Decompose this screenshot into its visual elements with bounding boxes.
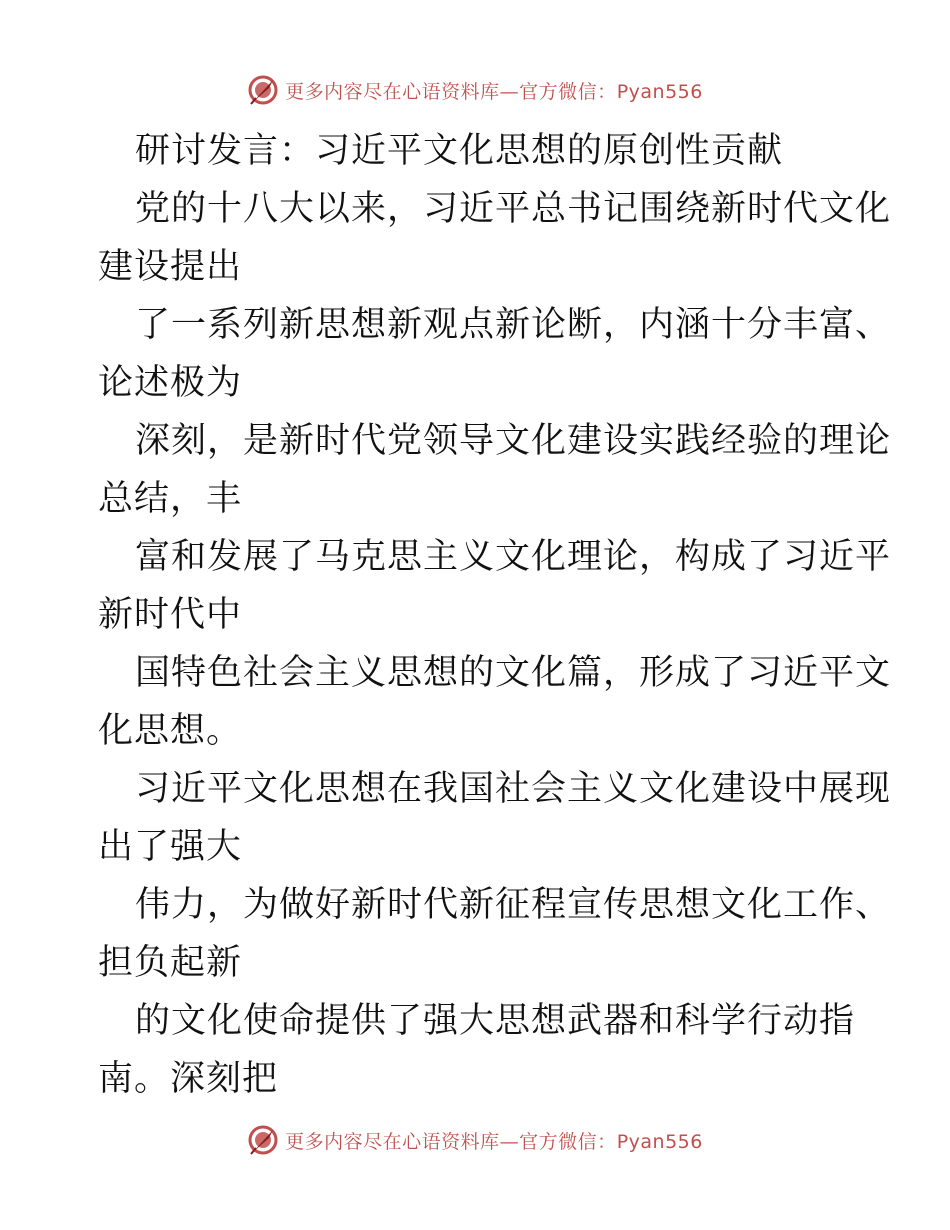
paragraph-line: 新时代中 [98, 595, 243, 635]
header-separator: — [499, 80, 520, 103]
footer-banner-text [285, 1127, 703, 1154]
paragraph-line: 总结，丰 [98, 479, 243, 519]
header-contact-id: Pyan556 [616, 80, 703, 103]
paragraph-line: 的文化使命提供了强大思想武器和科学行动指 [135, 1001, 856, 1041]
footer-separator: — [499, 1130, 520, 1153]
document-body [98, 122, 892, 1108]
paragraph-line: 了一系列新思想新观点新论断，内涵十分丰富、 [135, 305, 892, 345]
document-title: 研讨发言：习近平文化思想的原创性贡献 [135, 131, 784, 171]
paragraph-line: 富和发展了马克思主义文化理论，构成了习近平 [135, 537, 892, 577]
quill-pen-logo-icon [247, 1124, 279, 1156]
footer-banner [0, 1120, 950, 1160]
header-banner [0, 70, 950, 110]
quill-pen-logo-icon [247, 74, 279, 106]
paragraph-line: 党的十八大以来，习近平总书记围绕新时代文化 [135, 189, 892, 229]
paragraph-line: 出了强大 [98, 827, 243, 867]
paragraph-line: 论述极为 [98, 363, 243, 403]
footer-brand-text: 更多内容尽在心语资料库 [285, 1130, 500, 1153]
paragraph-line: 国特色社会主义思想的文化篇，形成了习近平文 [135, 653, 892, 693]
footer-contact-id: Pyan556 [616, 1130, 703, 1153]
header-brand-text: 更多内容尽在心语资料库 [285, 80, 500, 103]
header-banner-text [285, 77, 703, 104]
paragraph-line: 深刻，是新时代党领导文化建设实践经验的理论 [135, 421, 892, 461]
footer-contact-text: 官方微信： [519, 1130, 617, 1153]
paragraph-line: 伟力，为做好新时代新征程宣传思想文化工作、 [135, 885, 892, 925]
paragraph-line: 化思想。 [98, 711, 243, 751]
paragraph-line: 担负起新 [98, 943, 243, 983]
paragraph-line: 南。深刻把 [98, 1059, 279, 1099]
paragraph-line: 习近平文化思想在我国社会主义文化建设中展现 [135, 769, 892, 809]
header-contact-text: 官方微信： [519, 80, 617, 103]
paragraph-line: 建设提出 [98, 247, 243, 287]
